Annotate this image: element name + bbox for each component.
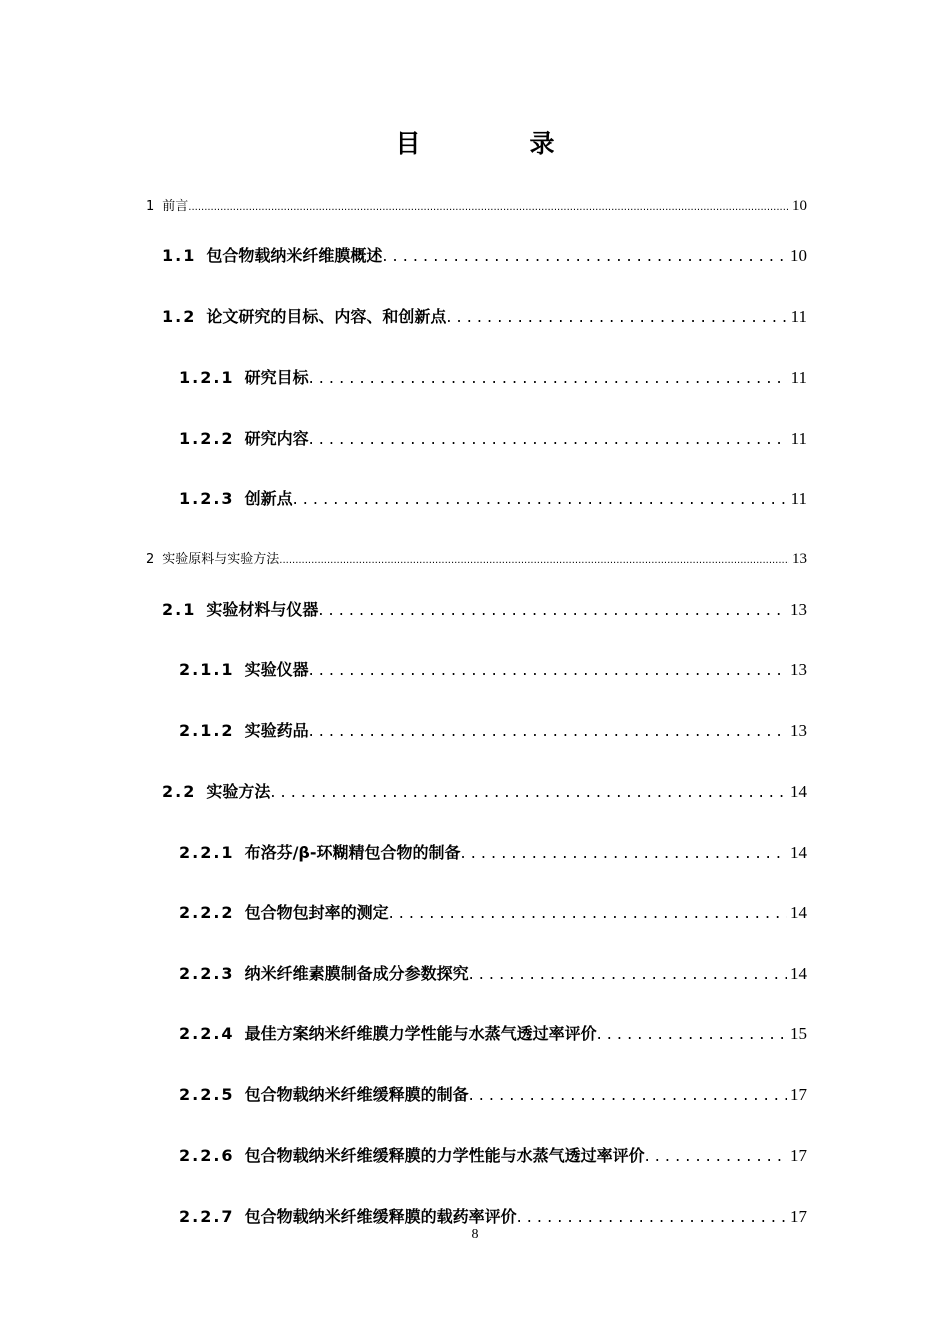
toc-entry-page: 14 [790,903,807,922]
toc-entry-number: 1 [146,199,155,214]
toc-entry-1-2[interactable] [162,304,807,327]
toc-entry-page: 11 [790,368,807,387]
dot-leader [279,552,789,567]
toc-entry-page: 17 [790,1085,807,1104]
toc-entry-title: 研究内容 [244,429,309,448]
dot-leader [188,199,789,214]
toc-entry-page: 17 [790,1207,807,1226]
toc-entry-page: 13 [792,551,807,567]
toc-entry-number: 1.2 [162,307,197,326]
toc-entry-title: 布洛芬/β-环糊精包合物的制备 [244,843,461,862]
dot-leader [446,307,787,326]
toc-entry-number: 2.2.6 [179,1146,235,1165]
toc-entry-number: 2.2.1 [179,843,235,862]
toc-entry-page: 15 [790,1024,807,1043]
toc-entry-page: 14 [790,782,807,801]
toc-entry-2[interactable] [146,548,807,568]
dot-leader [517,1207,787,1226]
toc-entry-title: 包合物包封率的测定 [244,903,389,922]
toc-entry-title: 前言 [162,199,189,214]
toc-entry-page: 11 [790,489,807,508]
toc-entry-title: 实验仪器 [244,660,309,679]
dot-leader [382,246,787,265]
dot-leader [270,782,787,801]
toc-entry-2-1-2[interactable] [179,718,807,741]
toc-entry-number: 2.2 [162,782,197,801]
toc-entry-1-2-1[interactable] [179,365,807,388]
toc-entry-title: 创新点 [244,489,293,508]
toc-entry-number: 1.2.1 [179,368,235,387]
toc-entry-2-2-6[interactable] [179,1143,807,1166]
toc-entry-number: 2.2.4 [179,1024,235,1043]
toc-entry-2-2-5[interactable] [179,1082,807,1105]
toc-entry-title: 纳米纤维素膜制备成分参数探究 [244,964,469,983]
toc-entry-2-2[interactable] [162,779,807,802]
dot-leader [309,429,788,448]
toc-entry-page: 11 [790,429,807,448]
toc-entry-1-2-2[interactable] [179,426,807,449]
toc-entry-number: 2.2.5 [179,1085,235,1104]
toc-entry-number: 2.1.1 [179,660,235,679]
dot-leader [469,1085,787,1104]
toc-entry-2-2-3[interactable] [179,961,807,984]
toc-entry-title: 包合物载纳米纤维膜概述 [206,246,383,265]
dot-leader [597,1024,787,1043]
toc-entry-title: 实验方法 [206,782,271,801]
toc-entry-1[interactable] [146,195,807,215]
toc-entry-title: 包合物载纳米纤维缓释膜的制备 [244,1085,469,1104]
toc-entry-title: 实验原料与实验方法 [162,552,280,567]
toc-entry-number: 1.2.3 [179,489,235,508]
dot-leader [461,843,787,862]
toc-entry-number: 2.1.2 [179,721,235,740]
dot-leader [318,600,787,619]
toc-entry-title: 论文研究的目标、内容、和创新点 [206,307,447,326]
toc-entry-title: 实验药品 [244,721,309,740]
toc-entry-title: 包合物载纳米纤维缓释膜的载药率评价 [244,1207,517,1226]
toc-entry-page: 14 [790,964,807,983]
toc-entry-page: 14 [790,843,807,862]
toc-entry-title: 实验材料与仪器 [206,600,319,619]
toc-entry-number: 2.2.7 [179,1207,235,1226]
toc-entry-title: 包合物载纳米纤维缓释膜的力学性能与水蒸气透过率评价 [244,1146,645,1165]
toc-entry-page: 17 [790,1146,807,1165]
toc-entry-page: 13 [790,600,807,619]
toc-entry-number: 1.1 [162,246,197,265]
toc-entry-1-1[interactable] [162,243,807,266]
toc-entry-number: 2 [146,552,155,567]
toc-entry-2-2-7[interactable] [179,1204,807,1227]
toc-entry-page: 13 [790,721,807,740]
dot-leader [469,964,787,983]
toc-entry-2-1[interactable] [162,597,807,620]
toc-entry-number: 1.2.2 [179,429,235,448]
toc-entry-page: 10 [792,198,807,214]
toc-entry-title: 研究目标 [244,368,309,387]
dot-leader [389,903,787,922]
dot-leader [645,1146,787,1165]
toc-entry-2-2-2[interactable] [179,900,807,923]
toc-entry-title: 最佳方案纳米纤维膜力学性能与水蒸气透过率评价 [244,1024,597,1043]
toc-entry-number: 2.2.2 [179,903,235,922]
toc-entry-number: 2.1 [162,600,197,619]
toc-entry-2-1-1[interactable] [179,657,807,680]
toc-entry-page: 10 [790,246,807,265]
toc-entry-number: 2.2.3 [179,964,235,983]
dot-leader [309,660,787,679]
page-title: 目 录 [395,129,597,158]
toc-entry-2-2-4[interactable] [179,1021,807,1044]
dot-leader [309,368,788,387]
toc-entry-page: 11 [790,307,807,326]
toc-entry-1-2-3[interactable] [179,486,807,509]
page-number: 8 [471,1227,479,1242]
dot-leader [309,721,787,740]
dot-leader [293,489,788,508]
toc-entry-page: 13 [790,660,807,679]
toc-entry-2-2-1[interactable] [179,840,807,863]
